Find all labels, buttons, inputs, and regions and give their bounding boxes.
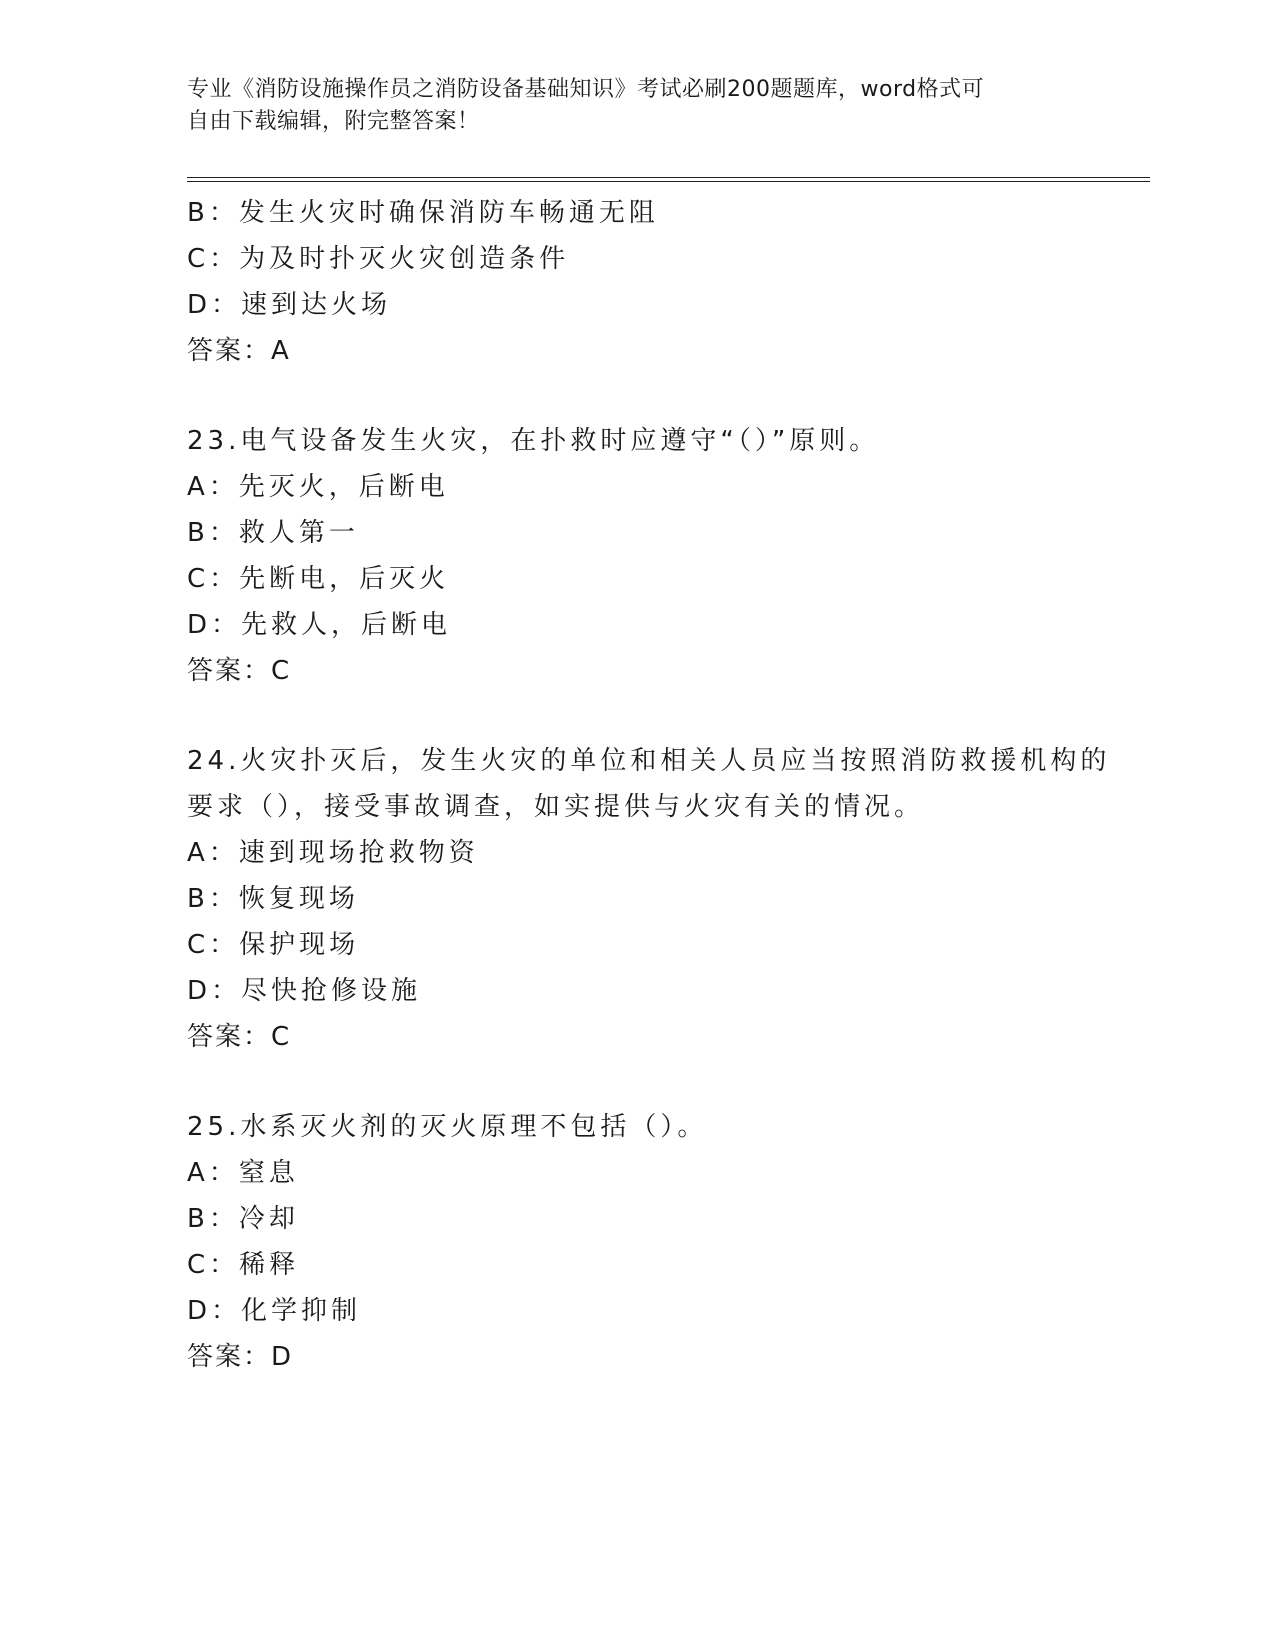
option-b: B：救人第一 bbox=[187, 518, 359, 548]
spacer bbox=[187, 1060, 1087, 1104]
answer: 答案：C bbox=[187, 656, 292, 686]
question-stem-line-2: 要求（），接受事故调查，如实提供与火灾有关的情况。 bbox=[187, 792, 925, 822]
question-list bbox=[187, 190, 1111, 1380]
question-stem: 25.水系灭火剂的灭火原理不包括（）。 bbox=[187, 1112, 708, 1142]
option-b: B：发生火灾时确保消防车畅通无阻 bbox=[187, 198, 659, 228]
question-24 bbox=[187, 738, 1111, 1060]
option-c: C：先断电，后灭火 bbox=[187, 564, 450, 594]
question-stem: 23.电气设备发生火灾，在扑救时应遵守“（）”原则。 bbox=[187, 426, 880, 456]
question-stem-line-1: 24.火灾扑灭后，发生火灾的单位和相关人员应当按照消防救援机构的 bbox=[187, 746, 1111, 776]
spacer bbox=[187, 694, 1087, 738]
option-b: B：恢复现场 bbox=[187, 884, 359, 914]
option-a: A：速到现场抢救物资 bbox=[187, 838, 479, 868]
option-a: A：先灭火，后断电 bbox=[187, 472, 449, 502]
header-line-1: 专业《消防设施操作员之消防设备基础知识》考试必刷200题题库，word格式可 bbox=[187, 77, 985, 102]
answer: 答案：C bbox=[187, 1022, 292, 1052]
header-divider-top bbox=[187, 177, 1150, 178]
option-a: A：窒息 bbox=[187, 1158, 299, 1188]
option-b: B：冷却 bbox=[187, 1204, 299, 1234]
answer: 答案：A bbox=[187, 336, 291, 366]
option-d: D：化学抑制 bbox=[187, 1296, 362, 1326]
option-c: C：保护现场 bbox=[187, 930, 360, 960]
question-25 bbox=[187, 1104, 1087, 1380]
answer: 答案：D bbox=[187, 1342, 294, 1372]
option-d: D：速到达火场 bbox=[187, 290, 392, 320]
option-c: C：为及时扑灭火灾创造条件 bbox=[187, 244, 570, 274]
question-23 bbox=[187, 418, 1087, 694]
header-divider-bottom bbox=[187, 181, 1150, 182]
question-22-continued bbox=[187, 190, 1087, 374]
header-line-2: 自由下载编辑，附完整答案！ bbox=[187, 109, 480, 134]
spacer bbox=[187, 374, 1087, 418]
document-header bbox=[187, 74, 1067, 138]
option-d: D：先救人，后断电 bbox=[187, 610, 452, 640]
option-d: D：尽快抢修设施 bbox=[187, 976, 422, 1006]
option-c: C：稀释 bbox=[187, 1250, 300, 1280]
